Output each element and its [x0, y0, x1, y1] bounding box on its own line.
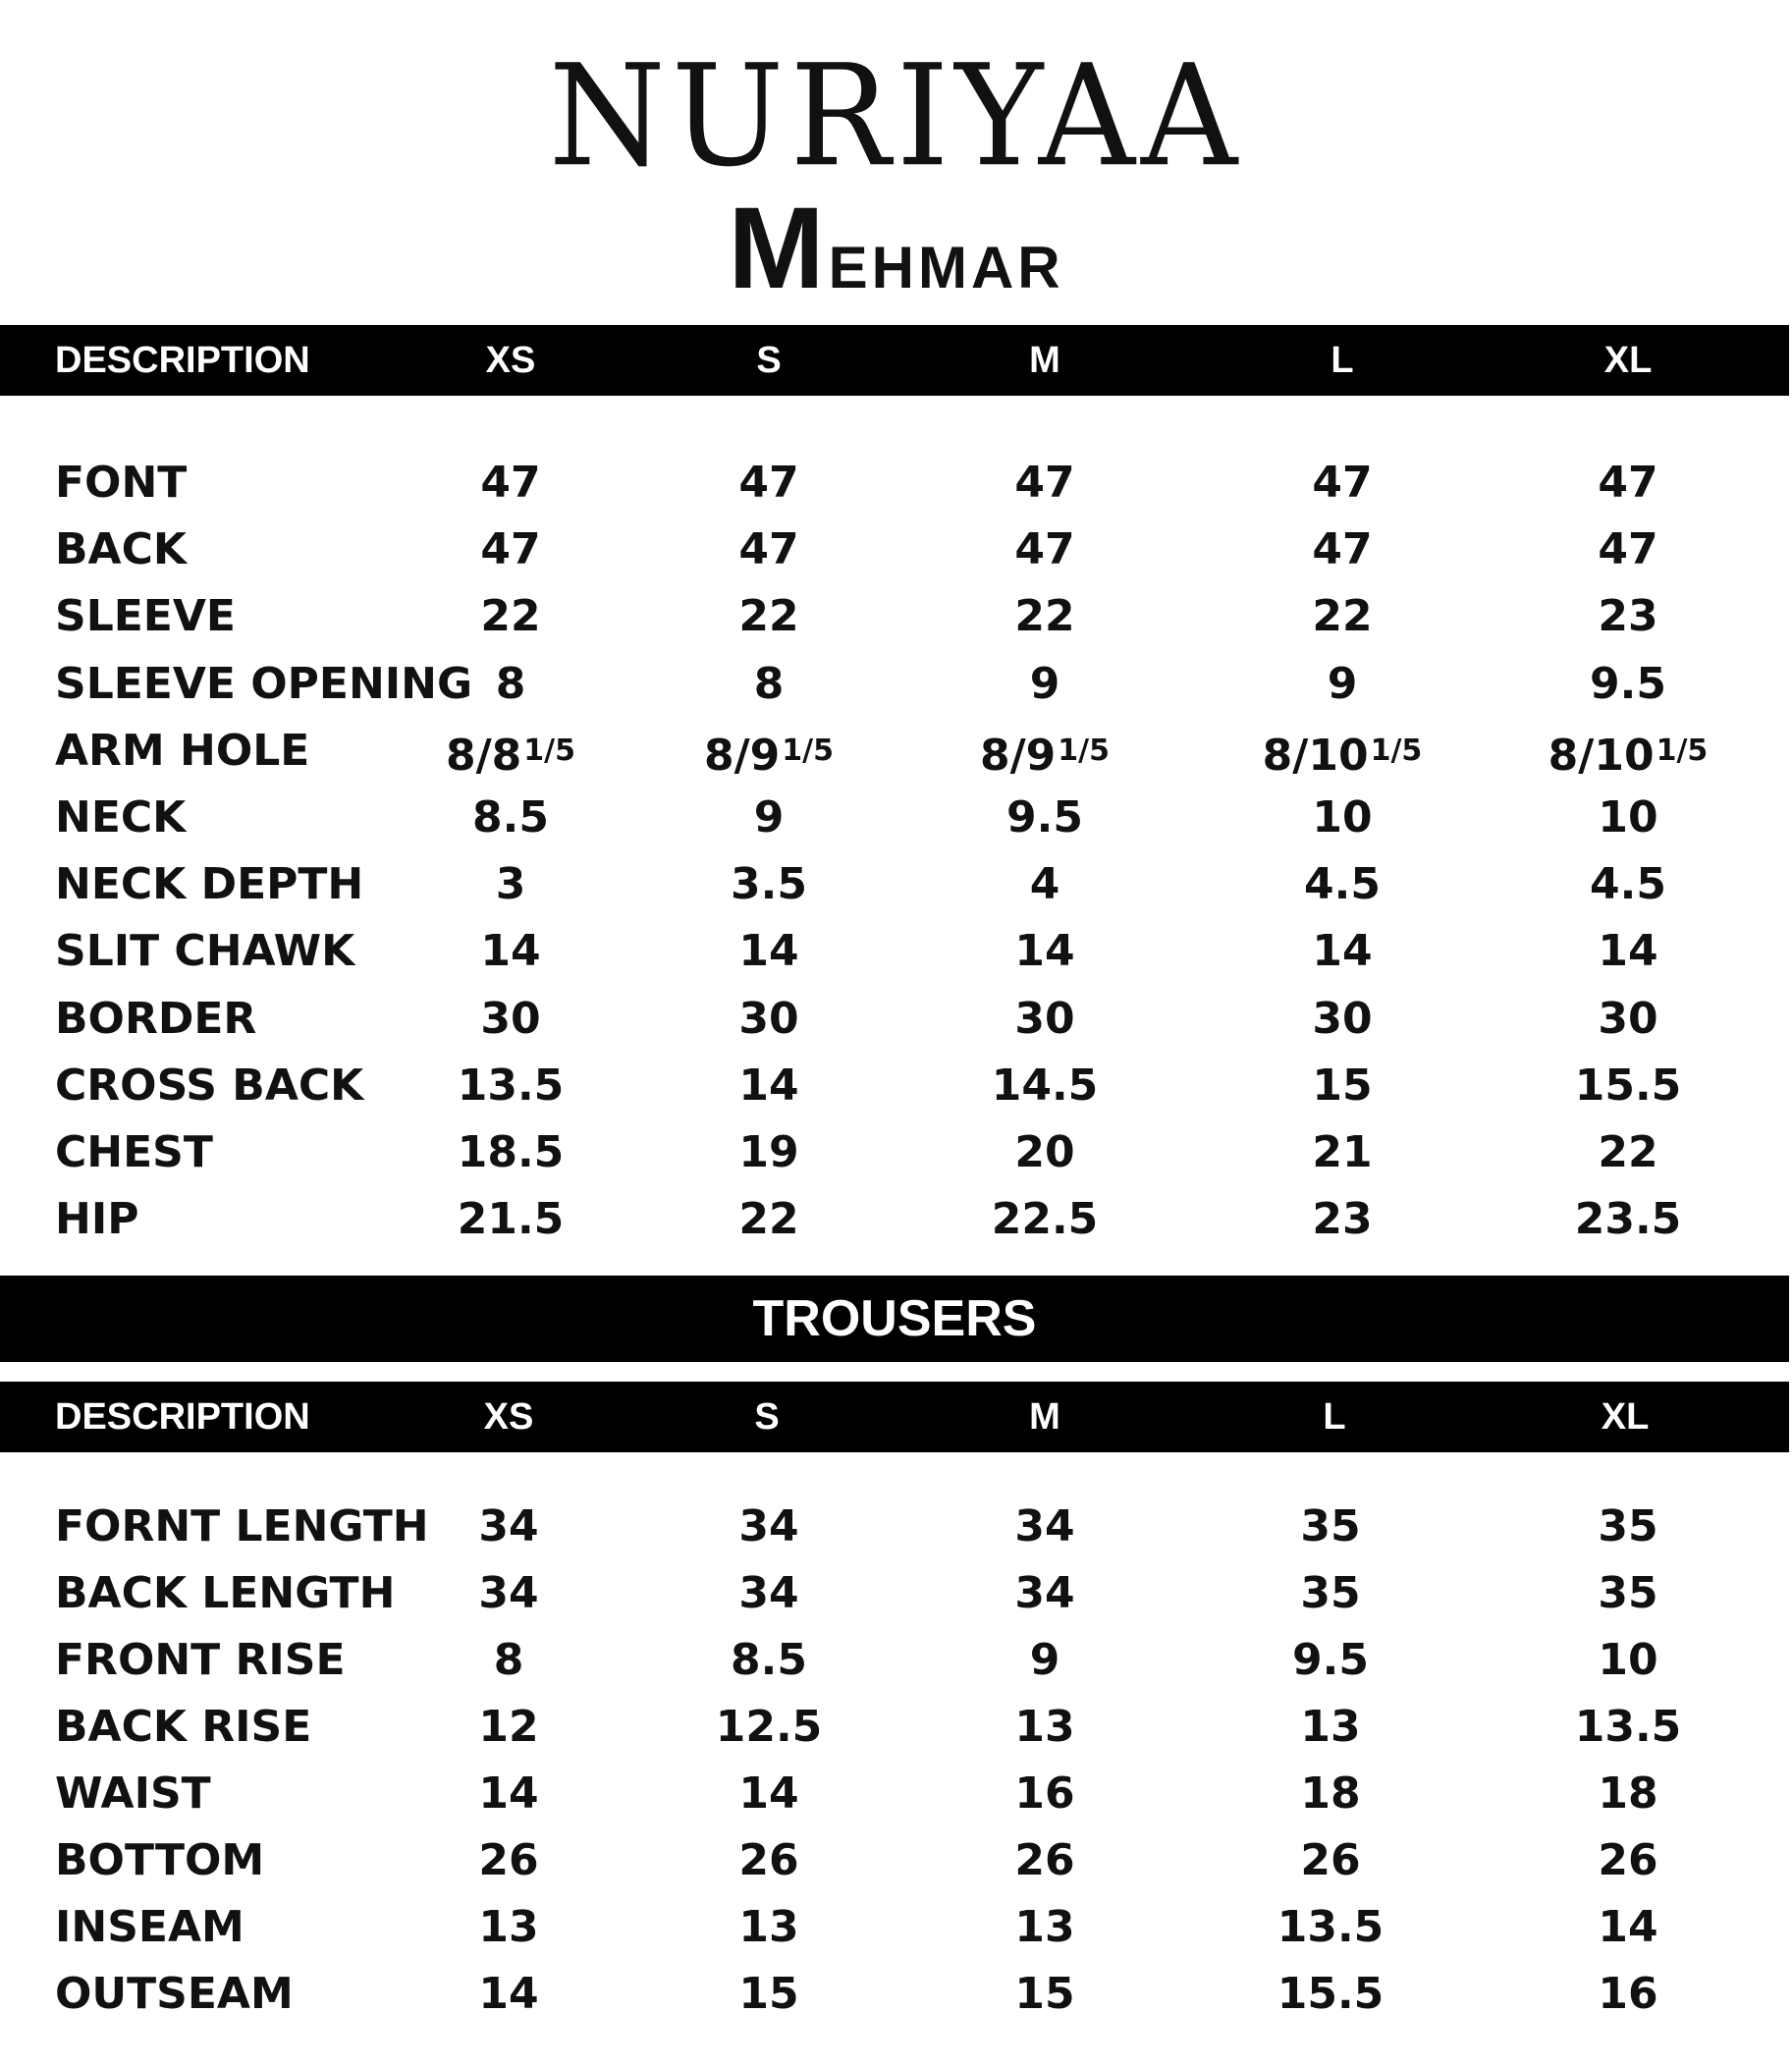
row-value [1030, 651, 1060, 718]
row-value [1598, 517, 1657, 583]
row-value [1598, 986, 1657, 1053]
value-text: 21 [1312, 1127, 1373, 1177]
value-text: 14 [478, 1768, 539, 1819]
row-label: FORNT LENGTH [55, 1501, 429, 1551]
row-value [480, 918, 540, 985]
value-text: 14 [478, 1969, 539, 2019]
value-text: 34 [478, 1568, 539, 1618]
value-text: 47 [1014, 524, 1075, 575]
value-text: 14 [480, 926, 541, 977]
row-value [1312, 1119, 1372, 1186]
value-text: 9 [1327, 658, 1358, 709]
value-text: 13 [1014, 1702, 1075, 1752]
trousers-header-m: M [1029, 1396, 1060, 1438]
row-value [738, 986, 798, 1053]
value-text: 14 [1598, 1902, 1658, 1952]
product-title-first: M [728, 184, 829, 313]
value-fraction: 1/5 [1370, 733, 1423, 768]
value-text: 22 [1312, 591, 1373, 642]
table-row [0, 1894, 1792, 1961]
table-row [0, 1761, 1792, 1827]
row-value [1304, 851, 1381, 918]
value-text: 30 [1598, 993, 1658, 1044]
row-value [1014, 1761, 1074, 1827]
value-fraction: 1/5 [782, 733, 835, 768]
value-text: 14 [738, 926, 799, 977]
row-value [1328, 651, 1358, 718]
row-value [1030, 851, 1060, 918]
row-value [1598, 785, 1657, 851]
value-text: 10 [1312, 792, 1373, 843]
value-text: 47 [738, 458, 799, 508]
value-text: 4.5 [1590, 859, 1666, 910]
value-text: 14 [1598, 926, 1658, 977]
value-text: 14.5 [991, 1060, 1099, 1111]
table-row [0, 651, 1792, 718]
row-value [738, 517, 798, 583]
value-text: 13 [478, 1902, 539, 1952]
trousers-header-xl: XL [1601, 1396, 1650, 1438]
row-value [1598, 1494, 1657, 1560]
value-text: 3 [495, 859, 526, 910]
row-value [1312, 1186, 1372, 1253]
value-text: 12 [478, 1702, 539, 1752]
product-title-rest: ehmar [828, 212, 1064, 306]
value-text: 22 [738, 1194, 799, 1245]
row-label: CHEST [55, 1127, 213, 1177]
value-fraction: 1/5 [523, 733, 576, 768]
table-row [0, 1119, 1792, 1186]
header-xs: XS [485, 340, 536, 381]
value-fraction: 1/5 [1058, 733, 1111, 768]
value-text: 47 [738, 524, 799, 575]
row-value [480, 517, 540, 583]
row-value [738, 1961, 798, 2028]
table-row [0, 918, 1792, 985]
value-text: 22 [1014, 591, 1075, 642]
row-value [738, 1560, 798, 1627]
row-value [1598, 1119, 1657, 1186]
row-value [738, 1494, 798, 1560]
value-text: 34 [478, 1501, 539, 1551]
trousers-header-description: DESCRIPTION [55, 1396, 310, 1438]
row-value [1548, 718, 1709, 789]
value-text: 30 [738, 993, 799, 1044]
row-value [458, 1053, 565, 1119]
row-value [738, 1119, 798, 1186]
value-text: 18.5 [457, 1127, 565, 1177]
row-value [1014, 1694, 1074, 1761]
value-text: 3.5 [731, 859, 807, 910]
value-text: 23 [1598, 591, 1658, 642]
value-text: 8/9 [979, 730, 1057, 781]
row-value [754, 651, 785, 718]
trousers-header-xs: XS [483, 1396, 534, 1438]
value-text: 9.5 [1292, 1635, 1369, 1685]
value-text: 19 [738, 1127, 799, 1177]
trousers-header-s: S [754, 1396, 780, 1438]
row-value [1014, 1961, 1074, 2028]
value-text: 4 [1029, 859, 1060, 910]
row-value [478, 1694, 538, 1761]
trousers-header-l: L [1323, 1396, 1346, 1438]
value-text: 34 [1014, 1501, 1075, 1551]
row-value [458, 1119, 565, 1186]
row-label: BORDER [55, 993, 257, 1044]
value-text: 26 [1014, 1835, 1075, 1885]
value-text: 18 [1598, 1768, 1658, 1819]
row-label: BACK LENGTH [55, 1568, 396, 1618]
table-row [0, 1560, 1792, 1627]
row-value [1598, 1827, 1657, 1894]
row-label: CROSS BACK [55, 1060, 364, 1111]
value-text: 12.5 [715, 1702, 823, 1752]
value-text: 47 [1312, 524, 1373, 575]
value-text: 4.5 [1304, 859, 1381, 910]
table-row [0, 1694, 1792, 1761]
value-text: 47 [1014, 458, 1075, 508]
row-value [1300, 1827, 1360, 1894]
value-text: 14 [738, 1060, 799, 1111]
row-value [738, 1761, 798, 1827]
table-row [0, 1627, 1792, 1694]
row-value [1598, 583, 1657, 650]
row-value [1598, 1560, 1657, 1627]
row-value [478, 1961, 538, 2028]
value-text: 26 [478, 1835, 539, 1885]
row-value [1312, 1053, 1372, 1119]
value-text: 13.5 [1574, 1702, 1682, 1752]
table-row [0, 1186, 1792, 1253]
value-text: 9.5 [1590, 658, 1666, 709]
value-text: 9.5 [1006, 792, 1083, 843]
shirt-table-header [0, 325, 1789, 396]
row-label: NECK [55, 792, 187, 843]
header-description: DESCRIPTION [55, 340, 310, 381]
table-row [0, 517, 1792, 583]
value-text: 22 [1598, 1127, 1658, 1177]
row-value [478, 1761, 538, 1827]
value-text: 47 [480, 458, 541, 508]
row-label: NECK DEPTH [55, 859, 364, 910]
value-text: 14 [738, 1768, 799, 1819]
row-value [738, 918, 798, 985]
brand-logo: NURIYAA [548, 35, 1244, 198]
row-value [980, 718, 1110, 789]
value-text: 20 [1014, 1127, 1075, 1177]
row-label: BACK [55, 524, 187, 575]
value-text: 13 [738, 1902, 799, 1952]
value-text: 8 [493, 1635, 524, 1685]
row-value [458, 1186, 565, 1253]
row-label: BOTTOM [55, 1835, 265, 1885]
value-text: 8.5 [731, 1635, 807, 1685]
value-text: 15 [1014, 1969, 1075, 2019]
row-value [1598, 1761, 1657, 1827]
row-label: SLEEVE [55, 591, 236, 642]
row-value [716, 1694, 823, 1761]
row-value [480, 986, 540, 1053]
row-value [1598, 1961, 1657, 2028]
value-text: 15 [738, 1969, 799, 2019]
table-row [0, 986, 1792, 1053]
value-text: 18 [1300, 1768, 1361, 1819]
value-text: 22.5 [991, 1194, 1099, 1245]
value-text: 8/10 [1262, 730, 1369, 781]
row-value [704, 718, 834, 789]
value-text: 9 [1029, 658, 1060, 709]
row-value [1598, 1627, 1657, 1694]
value-text: 13.5 [1276, 1902, 1385, 1952]
value-text: 8.5 [472, 792, 549, 843]
value-text: 8 [753, 658, 785, 709]
value-text: 26 [738, 1835, 799, 1885]
table-row [0, 718, 1792, 785]
value-text: 30 [480, 993, 541, 1044]
row-value [1014, 918, 1074, 985]
value-text: 8/9 [703, 730, 781, 781]
row-value [480, 583, 540, 650]
row-value [478, 1494, 538, 1560]
value-text: 26 [1300, 1835, 1361, 1885]
value-text: 13 [1300, 1702, 1361, 1752]
row-value [1312, 517, 1372, 583]
row-value [1292, 1627, 1369, 1694]
row-value [480, 450, 540, 517]
row-value [1598, 918, 1657, 985]
value-text: 35 [1598, 1568, 1658, 1618]
row-value [1014, 517, 1074, 583]
value-text: 23.5 [1574, 1194, 1682, 1245]
row-value [1300, 1761, 1360, 1827]
row-value [1014, 1827, 1074, 1894]
row-value [1300, 1494, 1360, 1560]
value-text: 26 [1598, 1835, 1658, 1885]
row-value [738, 1053, 798, 1119]
row-value [1014, 1894, 1074, 1961]
value-text: 14 [1312, 926, 1373, 977]
row-value [1312, 450, 1372, 517]
value-fraction: 1/5 [1656, 733, 1709, 768]
row-value [1312, 918, 1372, 985]
row-value [1014, 1494, 1074, 1560]
row-label: SLEEVE OPENING [55, 658, 473, 709]
row-value [738, 1894, 798, 1961]
row-label: HIP [55, 1194, 139, 1245]
value-text: 15.5 [1574, 1060, 1682, 1111]
row-value [1590, 651, 1666, 718]
row-value [1300, 1694, 1360, 1761]
value-text: 35 [1598, 1501, 1658, 1551]
row-value [1014, 1119, 1074, 1186]
row-value [1300, 1560, 1360, 1627]
table-row [0, 1961, 1792, 2028]
value-text: 47 [1598, 524, 1658, 575]
row-value [496, 851, 526, 918]
row-value [1014, 450, 1074, 517]
row-value [494, 1627, 524, 1694]
row-label: FONT [55, 458, 188, 508]
table-row [0, 583, 1792, 650]
value-text: 8/8 [445, 730, 522, 781]
row-value [1277, 1961, 1385, 2028]
value-text: 35 [1300, 1568, 1361, 1618]
row-value [1598, 1894, 1657, 1961]
value-text: 10 [1598, 792, 1658, 843]
value-text: 13 [1014, 1902, 1075, 1952]
row-label: SLIT CHAWK [55, 926, 355, 977]
row-value [1590, 851, 1666, 918]
value-text: 30 [1014, 993, 1075, 1044]
row-label: WAIST [55, 1768, 211, 1819]
value-text: 8/10 [1548, 730, 1655, 781]
row-value [478, 1894, 538, 1961]
header-s: S [756, 340, 782, 381]
value-text: 10 [1598, 1635, 1658, 1685]
value-text: 16 [1598, 1969, 1658, 2019]
value-text: 35 [1300, 1501, 1361, 1551]
row-label: INSEAM [55, 1902, 244, 1952]
value-text: 13.5 [457, 1060, 565, 1111]
row-label: ARM HOLE [55, 725, 310, 776]
value-text: 30 [1312, 993, 1373, 1044]
row-value [1263, 718, 1423, 789]
value-text: 16 [1014, 1768, 1075, 1819]
row-label: OUTSEAM [55, 1969, 294, 2019]
row-value [738, 450, 798, 517]
row-label: BACK RISE [55, 1702, 312, 1752]
row-value [731, 1627, 807, 1694]
row-value [496, 651, 526, 718]
row-value [1277, 1894, 1385, 1961]
row-value [446, 718, 575, 789]
value-text: 8 [495, 658, 526, 709]
value-text: 47 [480, 524, 541, 575]
row-value [1575, 1053, 1682, 1119]
row-label: FRONT RISE [55, 1635, 346, 1685]
row-value [1598, 450, 1657, 517]
row-value [1030, 1627, 1060, 1694]
row-value [478, 1827, 538, 1894]
table-row [0, 1053, 1792, 1119]
table-row [0, 785, 1792, 851]
table-row [0, 450, 1792, 517]
row-value [731, 851, 807, 918]
row-value [1006, 785, 1083, 851]
row-value [738, 583, 798, 650]
value-text: 47 [1598, 458, 1658, 508]
header-xl: XL [1603, 340, 1653, 381]
row-value [1575, 1186, 1682, 1253]
value-text: 21.5 [457, 1194, 565, 1245]
row-value [1312, 986, 1372, 1053]
table-row [0, 851, 1792, 918]
trousers-title: TROUSERS [752, 1290, 1037, 1347]
value-text: 22 [738, 591, 799, 642]
header-m: M [1029, 340, 1060, 381]
row-value [1575, 1694, 1682, 1761]
row-value [992, 1186, 1099, 1253]
value-text: 22 [480, 591, 541, 642]
row-value [738, 1827, 798, 1894]
row-value [472, 785, 549, 851]
value-text: 14 [1014, 926, 1075, 977]
row-value [478, 1560, 538, 1627]
row-value [1312, 785, 1372, 851]
value-text: 15.5 [1276, 1969, 1385, 2019]
row-value [992, 1053, 1099, 1119]
value-text: 34 [738, 1568, 799, 1618]
trousers-section-bar [0, 1276, 1789, 1362]
value-text: 9 [1029, 1635, 1060, 1685]
value-text: 34 [738, 1501, 799, 1551]
trousers-table-header [0, 1382, 1789, 1452]
header-l: L [1330, 340, 1354, 381]
value-text: 15 [1312, 1060, 1373, 1111]
row-value [1014, 986, 1074, 1053]
table-row [0, 1827, 1792, 1894]
value-text: 47 [1312, 458, 1373, 508]
row-value [1014, 583, 1074, 650]
value-text: 9 [753, 792, 785, 843]
table-row [0, 1494, 1792, 1560]
row-value [738, 1186, 798, 1253]
value-text: 23 [1312, 1194, 1373, 1245]
value-text: 34 [1014, 1568, 1075, 1618]
row-value [1014, 1560, 1074, 1627]
row-value [1312, 583, 1372, 650]
product-title [0, 184, 1792, 313]
row-value [754, 785, 785, 851]
